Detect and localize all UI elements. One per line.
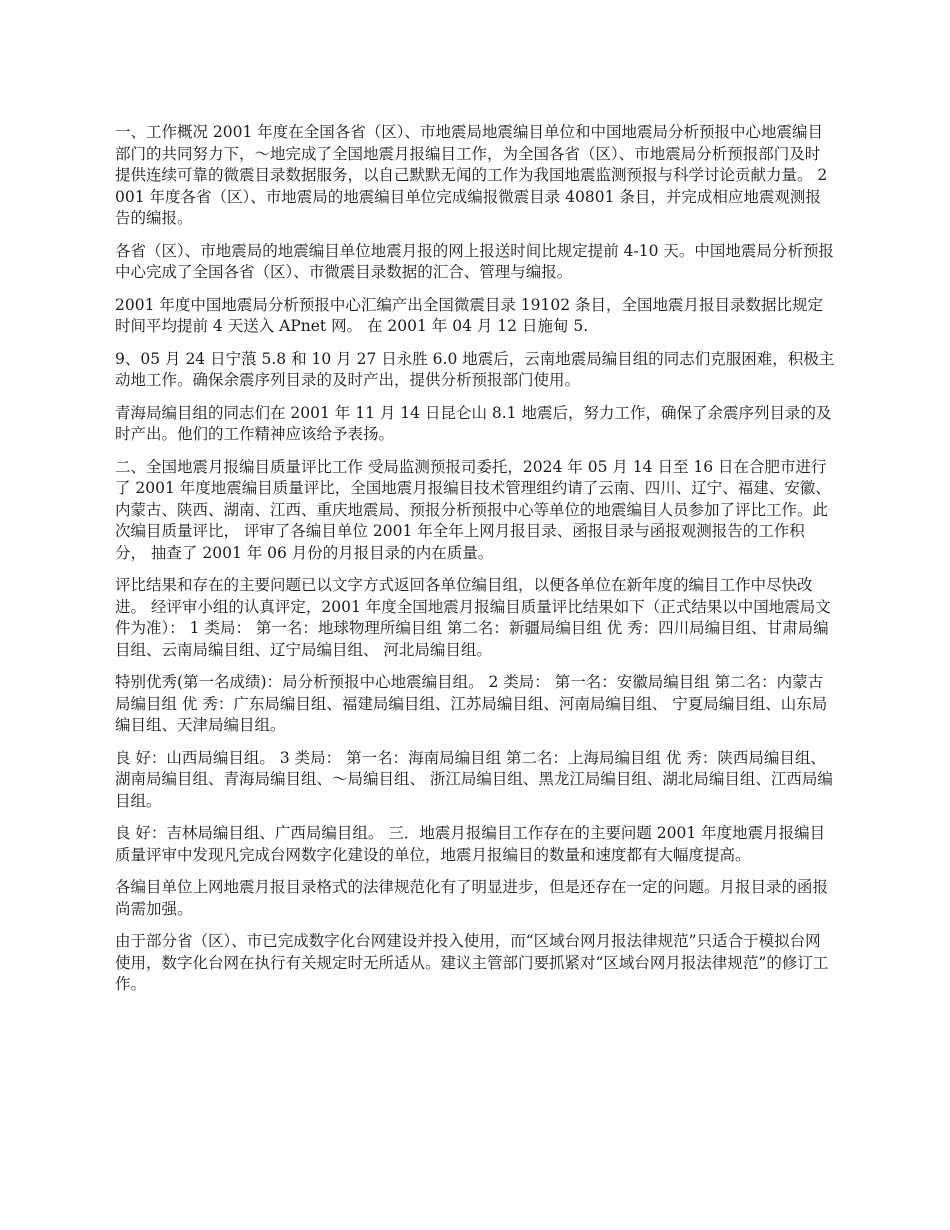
paragraph-national-catalog: 2001 年度中国地震局分析预报中心汇编产出全国微震目录 19102 条目，全国地震月报目录数据比规定时间平均提前 4 天送入 APnet 网。 在 2001 年 04 月 12 日施甸 5. xyxy=(115,295,824,335)
paragraph-digital-network-revision: 由于部分省（区）、市已完成数字化台网建设并投入使用，而“区域台网月报法律规范”只适合于模拟台网使用，数字化台网在执行有关规定时无所适从。建议主管部门要抓紧对“区域台网月报法律规范”的修订工作。 xyxy=(115,932,829,993)
paragraph-main-problems: 良 好：吉林局编目组、广西局编目组。 三．地震月报编目工作存在的主要问题 2001 年度地震月报编目质量评审中发现凡完成台网数字化建设的单位，地震月报编目的数量和速度都有大幅度提高。 xyxy=(115,824,826,864)
paragraph-format-standardization: 各编目单位上网地震月报目录格式的法律规范化有了明显进步，但是还存在一定的问题。月报目录的函报尚需加强。 xyxy=(115,878,829,918)
document-body xyxy=(115,122,835,1007)
paragraph-evaluation-results-class2: 特别优秀(第一名成绩)：局分析预报中心地震编目组。 2 类局： 第一名：安徽局编目组 第二名：内蒙古局编目组 优 秀：广东局编目组、福建局编目组、江苏局编目组、河南局编目组、 宁夏局编目组、山东局编目组、天津局编目组。 xyxy=(115,673,828,734)
paragraph-quality-evaluation: 二、全国地震月报编目质量评比工作 受局监测预报司委托，2024 年 05 月 14 日至 16 日在合肥市进行了 2001 年度地震编目质量评比，全国地震月报编目技术管理组约请了云南、四川、辽宁、福建、安徽、内蒙古、陕西、湖南、江西、重庆地震局、预报分析预报中心等单位的地震编目人员参加了评比工作。此次编目质量评比， 评审了各编目单位 2001 年全年上网月报目录、函报目录与函报观测报告的工作积分， 抽查了 2001 年 06 月份的月报目录的内在质量。 xyxy=(115,457,831,562)
paragraph-online-reporting: 各省（区）、市地震局的地震编目单位地震月报的网上报送时间比规定提前 4-10 天。中国地震局分析预报中心完成了全国各省（区）、市微震目录数据的汇合、管理与编报。 xyxy=(115,241,834,281)
paragraph-qinghai-aftershocks: 青海局编目组的同志们在 2001 年 11 月 14 日昆仑山 8.1 地震后，努力工作，确保了余震序列目录的及时产出。他们的工作精神应该给予表扬。 xyxy=(115,403,832,443)
paragraph-evaluation-results-class1: 评比结果和存在的主要问题已以文字方式返回各单位编目组，以便各单位在新年度的编目工作中尽快改进。 经评审小组的认真评定，2001 年度全国地震月报编目质量评比结果如下（正式结果以中国地震局文件为准）： 1 类局： 第一名：地球物理所编目组 第二名：新疆局编目组 优 秀：四川局编目组、甘肃局编目组、云南局编目组、辽宁局编目组、 河北局编目组。 xyxy=(115,576,831,659)
paragraph-evaluation-results-class3: 良 好：山西局编目组。 3 类局： 第一名：海南局编目组 第二名：上海局编目组 优 秀：陕西局编目组、湖南局编目组、青海局编目组、～局编目组、 浙江局编目组、黑龙江局编目组、湖北局编目组、江西局编目组。 xyxy=(115,748,833,810)
paragraph-work-overview: 一、工作概况 2001 年度在全国各省（区）、市地震局地震编目单位和中国地震局分析预报中心地震编目部门的共同努力下，～地完成了全国地震月报编目工作，为全国各省（区）、市地震局分析预报部门及时提供连续可靠的微震目录数据服务，以自己默默无闻的工作为我国地震监测预报与科学讨论贡献力量。 2001 年度各省（区）、市地震局的地震编目单位完成编报微震目录 40801 条目，并完成相应地震观测报告的编报。 xyxy=(115,123,828,227)
paragraph-yunnan-aftershocks: 9、05 月 24 日宁蒗 5.8 和 10 月 27 日永胜 6.0 地震后，云南地震局编目组的同志们克服困难，积极主动地工作。确保余震序列目录的及时产出，提供分析预报部门使用。 xyxy=(115,349,835,389)
